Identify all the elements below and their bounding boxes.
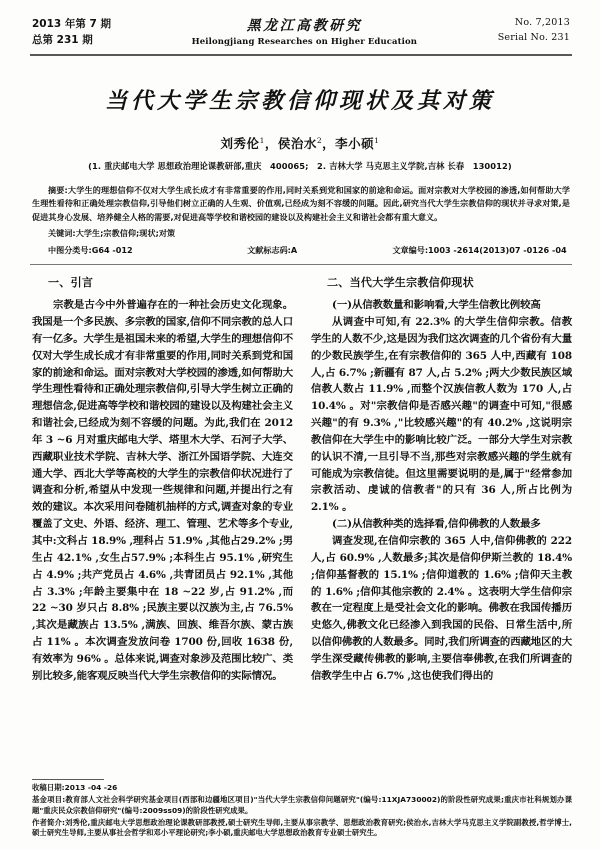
journal-title-cn: 黑龙江高教研究: [246, 18, 363, 34]
paragraph: 调查发现,在信仰宗教的 365 人中,信仰佛教的 222 人,占 60.9% ,人数最多;其次是信仰伊斯兰教的 18.4% ;信仰基督教的 15.1% ;信仰道教的 1.6% ;信仰天主教的 1.6% ;信仰其他宗教的 2.4% 。这表明大学生信仰宗教在一定程度上是受社会文化的影响。佛教在我国传播历史悠久,佛教文化已经渗入到我国的民俗、日常生活中,所以信仰佛教的人数最多。同时,我们所调查的西藏地区的大学生深受藏传佛教的影响,主要信奉佛教,在我们所调查的信教学生中占 6.7% ,这也使我们得出的: [311, 534, 572, 682]
footnote-block: [32, 779, 572, 840]
masthead-issue-left: [32, 16, 111, 49]
classification-codes: [32, 245, 570, 256]
footnote-received-date: 收稿日期:2013 -04 -26: [32, 783, 118, 793]
footnote-author-bio: 作者简介:刘秀伦,重庆邮电大学思想政治理论课教研部教授,硕士研究生导师,主要从事宗教学、思想政治教育研究;侯治水,吉林大学马克思主义学院副教授,哲学博士,硕士研究生导师,主要从事社会哲学和邓小平理论研究;李小硕,重庆邮电大学思想政治教育专业硕士研究生。: [32, 817, 572, 838]
abstract-text: 摘要:大学生的理想信仰不仅对大学生成长成才有非常重要的作用,同时关系到党和国家的前途和命运。面对宗教对大学校园的渗透,如何帮助大学生理性看待和正确处理宗教信仰,引导他们树立正确的人生观、价值观,已经成为刻不容缓的问题。因此,研究当代大学生宗教信仰的现状并寻求对策,是促进其身心发展、培养健全人格的需要,对促进高等学校和谐校园的建设以及构建社会主义和谐社会都有重大意义。: [32, 184, 570, 223]
keywords-line: 关键词:大学生;宗教信仰;现状;对策: [48, 228, 176, 239]
author-affiliation: (1. 重庆邮电大学 思想政治理论课教研部,重庆 400065; 2. 吉林大学 马克思主义学院,吉林 长春 130012): [88, 160, 512, 171]
journal-title-en: Heilongjiang Researches on Higher Education: [191, 37, 418, 47]
document-code: 文献标志码:A: [247, 245, 298, 256]
footnote-divider: [32, 779, 104, 780]
author-list: 刘秀伦$^1$，侯治水$^2$，李小硕$^1$: [220, 135, 380, 151]
abstract-divider: [30, 264, 572, 265]
subsection-heading-two: (二)从信教种类的选择看,信仰佛教的人数最多: [332, 518, 541, 531]
right-column: [311, 274, 572, 684]
section-heading-current-status: 二、当代大学生宗教信仰现状: [327, 276, 474, 290]
issue-serial-cn: 总第 231 期: [32, 34, 93, 47]
page-title: 当代大学生宗教信仰现状及其对策: [104, 87, 495, 114]
paragraph: 从调查中可知,有 22.3% 的大学生信仰宗教。信教学生的人数不少,这是因为我们这次调查的几个省份有大量的少数民族学生,在有宗教信仰的 365 人中,西藏有 108 人,占 6.7% ;新疆有 87 人,占 5.2% ;两大少数民族区域信教人数占 11.9% ,而整个汉族信教人数为 170 人,占 10.4% 。对"宗教信仰是否感兴趣"的调查中可知,"很感兴趣"的有 9.3% ,"比较感兴趣"的有 40.2% ,这说明宗教信仰在大学生中的影响比较广泛。一部分大学生对宗教的认识不清,一旦引导不当,那些对宗教感兴趣的学生就有可能成为宗教信徒。但这里需要说明的是,属于"经常参加宗教活动、虔诚的信教者"的只有 36 人,所占比例为 2.1% 。: [311, 316, 572, 514]
masthead-journal-name: [111, 15, 498, 47]
masthead-divider: [30, 54, 572, 56]
issue-year-number: 2013 年第 7 期: [32, 18, 111, 30]
footnote-funding: 基金项目:教育部人文社会科学研究基金项目(西部和边疆地区项目)"当代大学生宗教信仰问题研究"(编号:11XJA730002)的阶段性研究成果;重庆市社科规划办课题"重庆民众宗教信仰研究"(编号:2009ss09)的阶段性研究成果。: [32, 795, 572, 815]
masthead: [0, 0, 600, 49]
body-columns: [32, 274, 572, 684]
left-column: [32, 274, 293, 684]
issue-serial-en: Serial No. 231: [497, 31, 570, 43]
article-number: 文章编号:1003 -2614(2013)07 -0126 -04: [392, 245, 567, 256]
clc-number: 中图分类号:G64 -012: [48, 245, 133, 256]
paragraph: 宗教是古今中外普遍存在的一种社会历史文化现象。我国是一个多民族、多宗教的国家,信仰不同宗教的总人口有一亿多。大学生是祖国未来的希望,大学生的理想信仰不仅对大学生成长成才有非常重要的作用,同时关系到党和国家的前途和命运。面对宗教对大学校园的渗透,如何帮助大学生理性看待和正确处理宗教信仰,引导大学生树立正确的理想信念,促进高等学校和谐校园的建设以及构建社会主义和谐社会,已经成为刻不容缓的问题。为此,我们在 2012 年 3 ~6 月对重庆邮电大学、塔里木大学、石河子大学、西藏职业技术学院、吉林大学、浙江外国语学院、大连交通大学、西北大学等高校的大学生的宗教信仰状况进行了调查和分析,希望从中发现一些规律和问题,并提出行之有效的建议。本次采用问卷随机抽样的方式,调查对象的专业覆盖了文史、外语、经济、理工、管理、艺术等多个专业,其中:文科占 18.9% ,理科占 51.9% ,其他占29.2% ;男生占 42.1% ,女生占57.9% ;本科生占 95.1% ,研究生占 4.9% ;共产党员占 4.6% ,共青团员占 92.1% ,其他占 3.3% ;年龄主要集中在 18 ~22 岁,占 91.2% ,而 22 ~30 岁只占 8.8% ;民族主要以汉族为主,占 76.5% ,其次是藏族占 13.5% ,满族、回族、维吾尔族、蒙古族占 11% 。本次调查发放问卷 1700 份,回收 1638 份,有效率为 96% 。总体来说,调查对象涉及范围比较广、类别比较多,能客观反映当代大学生宗教信仰的实际情况。: [32, 299, 293, 682]
masthead-issue-right: [498, 16, 570, 45]
section-heading-introduction: 一、引言: [48, 276, 94, 290]
subsection-heading-one: (一)从信教数量和影响看,大学生信教比例较高: [332, 299, 541, 312]
issue-number-en: No. 7,2013: [514, 17, 570, 28]
abstract-block: [32, 184, 570, 242]
